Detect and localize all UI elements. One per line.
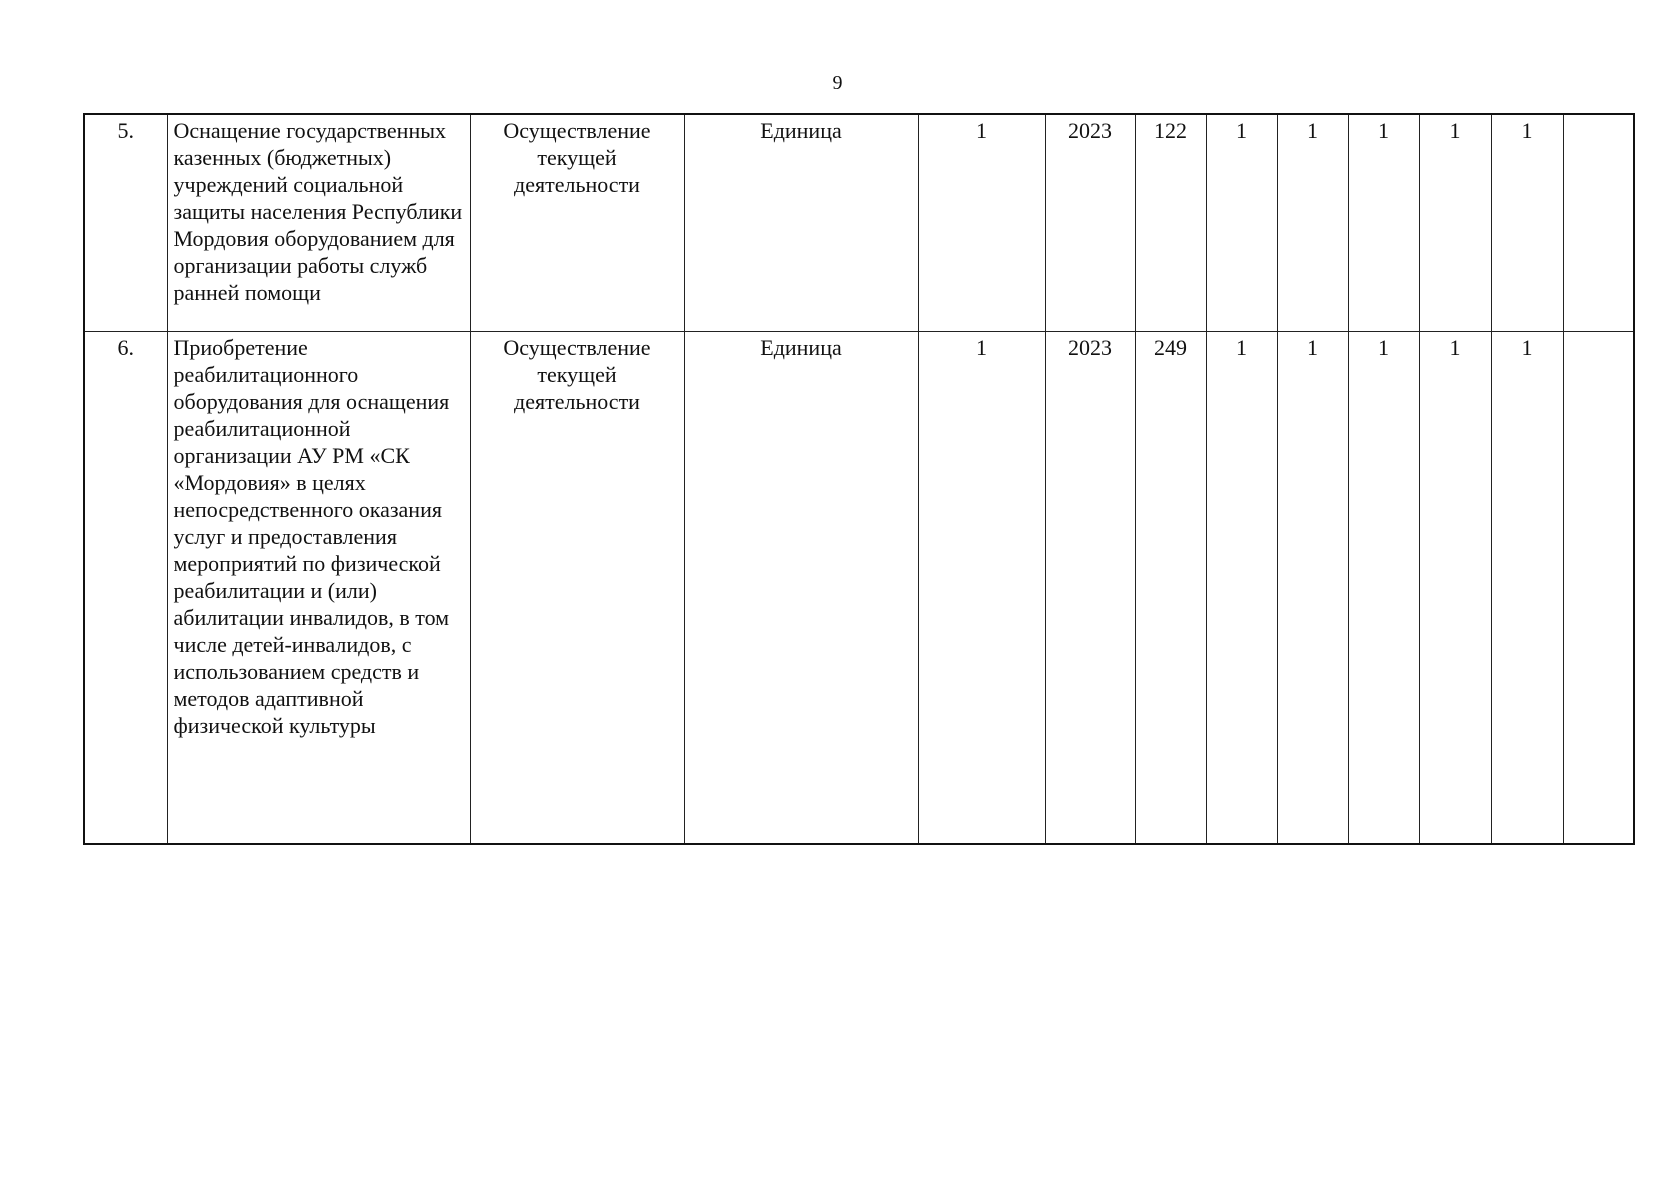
value-cell: 1 xyxy=(1491,114,1563,332)
page-number: 9 xyxy=(832,72,843,94)
value-cell: 1 xyxy=(1419,114,1491,332)
table-row xyxy=(84,114,1634,332)
value-cell: 1 xyxy=(1348,332,1419,845)
year-cell: 2023 xyxy=(1045,332,1135,845)
unit-cell: Единица xyxy=(684,114,918,332)
value-cell: 1 xyxy=(1206,114,1277,332)
value-cell: 1 xyxy=(1277,332,1348,845)
unit-cell: Единица xyxy=(684,332,918,845)
measure-name: Приобретение реабилитационного оборудования для оснащения реабилитационной организации АУ РМ «СК «Мордовия» в целях непосредственного оказания услуг и предоставления мероприятий по физической реабилитации и (или) абилитации инвалидов, в том числе детей-инвалидов, с использованием средств и методов адаптивной физической культуры xyxy=(167,332,470,845)
measure-type: Осуществление текущей деятельности xyxy=(470,114,684,332)
measure-type: Осуществление текущей деятельности xyxy=(470,332,684,845)
value-cell: 1 xyxy=(1206,332,1277,845)
empty-cell xyxy=(1563,332,1634,845)
value-cell: 1 xyxy=(1491,332,1563,845)
base-value-cell: 1 xyxy=(918,332,1045,845)
value-cell: 1 xyxy=(1419,332,1491,845)
row-number: 5. xyxy=(84,114,167,332)
base-value-cell: 1 xyxy=(918,114,1045,332)
measure-name: Оснащение государственных казенных (бюджетных) учреждений социальной защиты населения Республики Мордовия оборудованием для организации работы служб ранней помощи xyxy=(167,114,470,332)
indicators-table xyxy=(83,113,1635,845)
table-row xyxy=(84,332,1634,845)
row-number: 6. xyxy=(84,332,167,845)
value-cell: 1 xyxy=(1348,114,1419,332)
empty-cell xyxy=(1563,114,1634,332)
value-cell: 122 xyxy=(1135,114,1206,332)
value-cell: 1 xyxy=(1277,114,1348,332)
value-cell: 249 xyxy=(1135,332,1206,845)
year-cell: 2023 xyxy=(1045,114,1135,332)
